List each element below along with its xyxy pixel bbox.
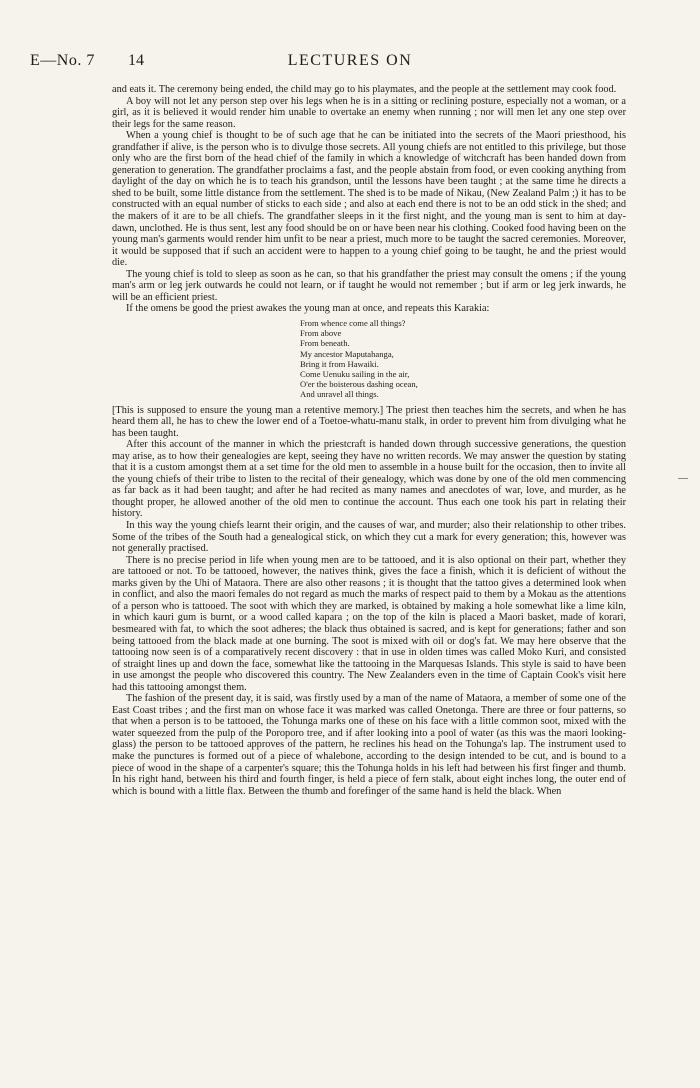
paragraph: and eats it. The ceremony being ended, the child may go to his playmates, and the people at the settlement may cook food. — [112, 84, 617, 95]
verse-line: From above — [300, 328, 342, 339]
verse-line: From beneath. — [300, 338, 350, 349]
verse-line: From whence come all things? — [300, 317, 406, 328]
page-body — [112, 84, 626, 797]
paragraph: The young chief is told to sleep as soon as he can, so that his grandfather the priest may consult the omens ; if the young man's arm or leg jerk outwards he could not learn, or if taught he would not remember ; but if arm or leg jerk inwards, he will be an efficient priest. — [112, 268, 626, 303]
verse-line: Bring it from Hawaiki. — [300, 358, 379, 369]
paragraph: A boy will not let any person step over his legs when he is in a sitting or reclining posture, especially not a woman, or a girl, as it is believed it would render him unable to overtake an enemy when running ; nor will men let any one step over their legs for the same reason. — [112, 95, 626, 130]
page-header — [0, 52, 700, 74]
verse-line: Come Uenuku sailing in the air, — [300, 368, 410, 379]
paragraph: The fashion of the present day, it is said, was firstly used by a man of the name of Mataora, a member of some one of the East Coast tribes ; and the first man on whose face it was marked was called Onetonga. There are three or four patterns, so that when a person is to be tattooed, the Tohunga marks one of these on his face with a little common soot, mixed with the water squeezed from the pulp of the Poroporo tree, and if after looking into a pool of water (as this was the maori looking-glass) the person to be tattooed approves of the pattern, he reclines his head on the Tohunga's lap. The instrument used to make the punctures is formed out of a piece of whalebone, according to the design intended to be cut, and is bound to a piece of wood in the shape of a carpenter's square; this the Tohunga holds in his left had between his first finger and thumb. In his right hand, between his third and fourth finger, is held a piece of fern stalk, about eight inches long, the outer end of which is bound with a little flax. Between the thumb and forefinger of the same hand is held the black. When — [112, 693, 626, 797]
verse-line: O'er the boisterous dashing ocean, — [300, 379, 418, 390]
margin-mark — [678, 478, 688, 479]
page-number: 14 — [128, 52, 144, 69]
paragraph: When a young chief is thought to be of such age that he can be initiated into the secrets of the Maori priesthood, his grandfather if alive, is the person who is to divulge those secrets. All young chiefs are not entitled to this privilege, but those only who are the first born of the head chief of the family in which a knowledge of witchcraft has been handed down from generation to generation. The grandfather proclaims a fast, and the people abstain from food, or even cooking anything from daylight of the day on which he is to teach his grandson, until the lessons have been taught ; at the same time he directs a shed to be built, some little distance from the settlement. The shed is to be made of Nikau, (New Zealand Palm ;) it has to be constructed with an equal number of sticks to each side ; and also at each end there is not to be an odd stick in the shed; and the makers of it are to be all chiefs. The grandfather sleeps in it the first night, and the young man is sent to him at day-dawn, unclothed. He is thus sent, lest any food should be on or have been near his clothing. Cooked food having been on the young man's garments would render him unfit to be near a priest, much more to be taught the sacred ceremonies. Moreover, it would be supposed that if such an accident were to happen to a young chief going to be taught, he and the priest would die. — [112, 130, 626, 269]
paragraph: After this account of the manner in which the priestcraft is handed down through successive generations, the question may arise, as to how their genealogies are kept, seeing they have no written records. We may answer the question by stating that it is a custom amongst them at a set time for the old men to assemble in a house built for the occasion, then to invite all the young chiefs of their tribe to listen to the recital of their genealogy, which was done by one of the old men commencing as far back as it had been taught; and after he had recited as many names and anecdotes of war, love, and murder, as he thought proper, he allowed another of the old men to continue the account. Thus each one took his part in relating their history. — [112, 439, 626, 520]
paragraph: [This is supposed to ensure the young man a retentive memory.] The priest then teaches him the secrets, and when he has heard them all, he has to chew the lower end of a Toetoe-whatu-manu stalk, in order to prevent him from divulging what he has been taught. — [112, 404, 626, 439]
verse-line: My ancestor Maputahanga, — [300, 348, 394, 359]
paragraph: If the omens be good the priest awakes the young man at once, and repeats this Karakia: — [126, 303, 490, 315]
karakia-verse — [300, 318, 626, 400]
paragraph: In this way the young chiefs learnt their origin, and the causes of war, and murder; also their relationship to other tribes. Some of the tribes of the South had a genealogical stick, on which they cut a mark for every generation; this, however was not generally practised. — [112, 520, 626, 555]
document-reference: E—No. 7 — [30, 52, 95, 69]
paragraph: There is no precise period in life when young men are to be tattooed, and it is also optional on their part, whether they are tattooed or not. To be tattooed, however, the natives think, gives the face a finish, which it is deficient of without the marks given by the Uhi of Mataora. There are also other reasons ; it is thought that the tattoo gives a determined look when in conflict, and also the maori females do not regard as much the marks of respect paid to them by a Mokau as the attentions of a person who is tattooed. The soot with which they are marked, is obtained by making a hole somewhat like a lime kiln, in which kauri gum is burnt, or a wood called kapara ; on the top of the kiln is placed a Maori basket, made of korari, besmeared with fat, to which the soot adheres; the black thus obtained is sacred, and is kept for generations; father and son being tattooed from the black made at one burning. The soot is mixed with oil or dog's fat. We may here observe that the tattooing now seen is of a comparatively recent discovery : that in use in olden times was called Moko Kuri, and consisted of straight lines up and down the face, somewhat like the tattooing in the Marquesas Islands. This style is said to have been in use amongst the people who discovered this country. The New Zealanders even in the time of Captain Cook's visit here had this tattooing amongst them. — [112, 554, 626, 693]
running-title: LECTURES ON — [287, 52, 413, 69]
verse-line: And unravel all things. — [300, 389, 379, 400]
